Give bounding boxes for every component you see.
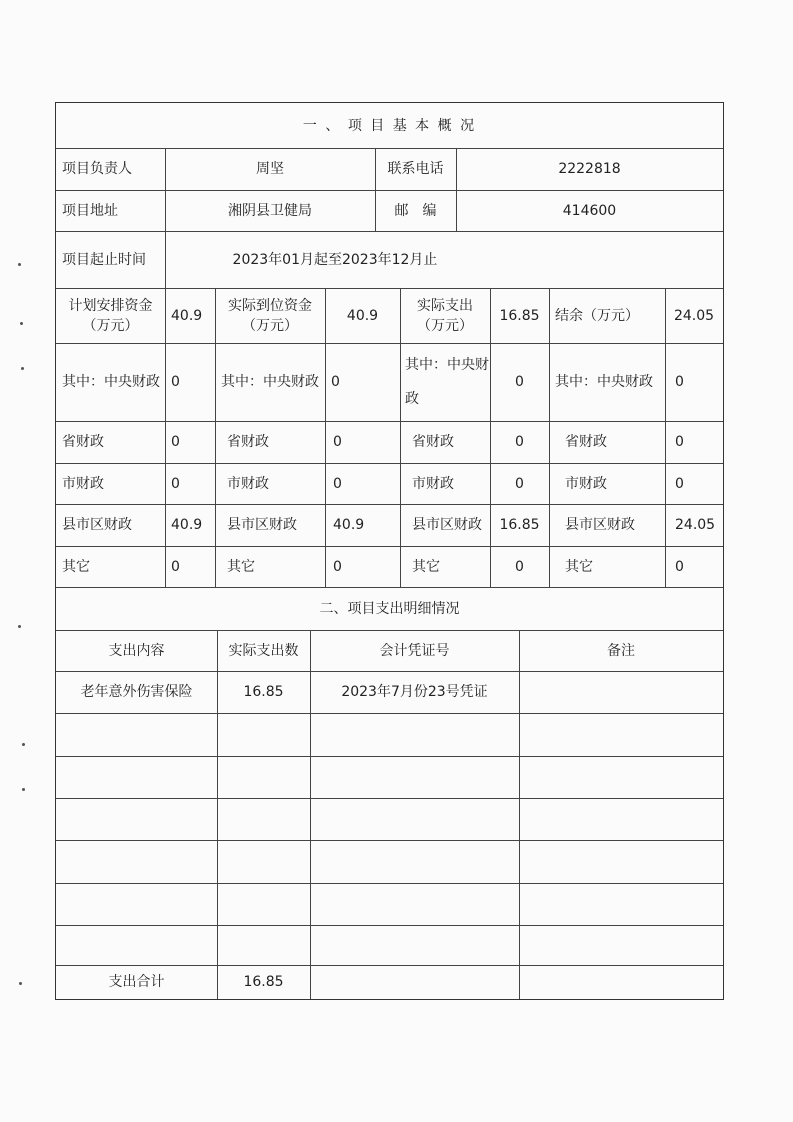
expense-voucher: 2023年7月份23号凭证 [341, 684, 488, 700]
received-funds-value: 40.9 [346, 307, 379, 324]
scan-mark [18, 263, 21, 266]
total-label: 支出合计 [108, 974, 165, 990]
funds-row-value: 0 [515, 374, 524, 390]
funds-row-label: 其中：中央财 政 [405, 357, 489, 407]
funds-row-value: 0 [515, 475, 524, 492]
postcode-label: 邮 编 [394, 202, 437, 219]
col-header-amount: 实际支出数 [228, 642, 299, 659]
expense-remarks [519, 671, 723, 713]
balance-label: 结余（万元） [555, 307, 639, 324]
project-table [55, 102, 724, 1000]
phone-label: 联系电话 [387, 161, 444, 177]
funds-row-label: 省财政 [565, 434, 607, 450]
planned-funds-label: 计划安排资金 （万元） [68, 297, 153, 334]
funds-row-label: 市财政 [227, 475, 269, 492]
period-value: 2023年01月起至2023年12月止 [232, 251, 438, 268]
funds-row-label: 市财政 [62, 475, 104, 492]
phone-value: 2222818 [558, 161, 621, 177]
balance-value: 24.05 [673, 307, 715, 324]
postcode-value: 414600 [562, 202, 617, 219]
funds-row-label: 省财政 [227, 434, 269, 450]
funds-row-value: 0 [171, 558, 180, 575]
expense-amount: 16.85 [243, 684, 284, 700]
leader-value: 周坚 [256, 161, 284, 177]
funds-row-value: 0 [675, 558, 684, 575]
funds-row-label: 市财政 [412, 475, 454, 492]
funds-row-label: 其它 [62, 558, 90, 575]
planned-funds-value: 40.9 [171, 307, 203, 324]
spent-funds-value: 16.85 [499, 307, 540, 324]
funds-row-value: 0 [171, 475, 180, 492]
total-value: 16.85 [243, 974, 284, 990]
funds-row-label: 市财政 [565, 475, 607, 492]
scan-mark [20, 322, 23, 325]
funds-row-value: 0 [675, 374, 684, 390]
funds-row-label: 其它 [565, 558, 593, 575]
scan-mark [22, 743, 25, 746]
funds-row-value: 0 [171, 374, 180, 390]
funds-row-label: 省财政 [412, 434, 454, 450]
funds-row-value: 40.9 [333, 517, 365, 533]
funds-row-value: 0 [331, 374, 340, 390]
spent-funds-label: 实际支出 （万元） [417, 297, 473, 334]
funds-row-value: 0 [515, 558, 524, 575]
col-header-voucher: 会计凭证号 [379, 642, 450, 659]
funds-row-label: 其中：中央财政 [62, 374, 160, 390]
funds-row-value: 0 [675, 475, 684, 492]
funds-row-value: 0 [333, 434, 342, 450]
funds-row-value: 24.05 [675, 517, 716, 533]
section-2-title: 二、项目支出明细情况 [319, 600, 460, 617]
leader-label: 项目负责人 [62, 161, 132, 177]
funds-row-value: 40.9 [171, 517, 203, 533]
received-funds-label: 实际到位资金 （万元） [228, 297, 312, 334]
funds-row-label: 县市区财政 [565, 517, 635, 533]
address-label: 项目地址 [62, 202, 118, 219]
funds-row-label: 县市区财政 [62, 517, 132, 533]
scan-mark [19, 982, 22, 985]
funds-row-value: 0 [675, 434, 684, 450]
funds-row-label: 省财政 [62, 434, 104, 450]
address-value: 湘阴县卫健局 [228, 202, 312, 219]
funds-row-value: 0 [515, 434, 524, 450]
funds-row-value: 0 [333, 475, 342, 492]
funds-row-label: 其它 [227, 558, 255, 575]
expense-content: 老年意外伤害保险 [80, 684, 193, 700]
col-header-content: 支出内容 [108, 642, 165, 659]
scan-mark [22, 788, 25, 791]
funds-row-label: 其中：中央财政 [555, 374, 653, 390]
funds-row-value: 0 [171, 434, 180, 450]
col-header-remarks: 备注 [607, 642, 635, 659]
scan-mark [21, 367, 24, 370]
funds-row-label: 其它 [412, 558, 440, 575]
period-label: 项目起止时间 [62, 251, 146, 268]
funds-row-label: 其中：中央财政 [221, 374, 319, 390]
funds-row-label: 县市区财政 [227, 517, 297, 533]
section-1-title: 一 、 项 目 基 本 概 况 [302, 117, 477, 134]
funds-row-value: 16.85 [499, 517, 540, 533]
scan-mark [18, 625, 21, 628]
funds-row-value: 0 [333, 558, 342, 575]
funds-row-label: 县市区财政 [412, 517, 482, 533]
